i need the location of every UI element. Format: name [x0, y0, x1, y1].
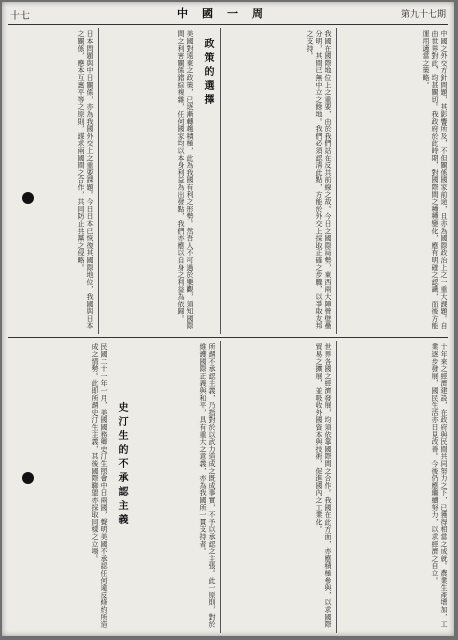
article-column: 日本問題與中日關係，亦為我國外交上之重要課題。今日日本已恢復其國際地位，我國與日本之關係，應本互惠平等之原則，謀求兩國間之合作，共同防止共黨之侵略。: [77, 30, 94, 330]
article-column: 我國在國際地位上之重要，由於我們站在反共前線之故。今日之國際局勢，東西兩大陣營壁壘分明，其間已無中立之餘地。我們必須認清此點，方能於外交上採取正確之步驟，以爭取友邦之支持。: [306, 30, 332, 330]
newspaper-page: [2, 2, 454, 636]
article-column: 十年來之經濟建設，在政府與民間共同努力之下，已獲得相當之成就。農業生產增加，工業逐步發展，國民生活亦日見改善。今後仍應繼續努力，以求經濟之自立。: [431, 343, 448, 628]
page-number: 十七: [10, 11, 30, 22]
column-divider: [220, 28, 221, 334]
issue-number: 第九十七期: [400, 10, 446, 20]
article-column: 民國二十一年一月，美國國務卿史汀生照會中日兩國，聲明美國不承認任何違反條約所造成之情勢。此即所謂史汀生主義，其後國際聯盟亦採取同樣之立場。: [91, 343, 108, 628]
article-title: 史汀生的不承認主義: [116, 402, 127, 528]
article-column: 中國之外交方針問題，其影響所及，不但關係國家前途，且亦為國際政治上之一重大課題。自由世界對此，均甚關切。我政府於此時期，對國際間之種種變化，應有明確之認識，而後方能運用適當之策略。: [422, 30, 448, 330]
article-column: 世界各國之經濟發展，均須依靠國際間之合作。我國在此方面，亦應積極參與，以求國際貿易之擴展，並吸收外國資本與技術，促進國內之工業化。: [315, 343, 332, 628]
column-divider: [98, 28, 99, 334]
header-rule: [8, 24, 448, 25]
publication-title: 中國一周: [177, 7, 277, 20]
section-rule: [8, 337, 448, 338]
binding-hole: [22, 192, 34, 204]
column-divider: [336, 341, 337, 633]
article-title: 政策的選擇: [202, 38, 213, 108]
column-divider: [220, 341, 221, 633]
article-column: 所謂不承認主義，乃指對於以武力造成之既成事實，不予以承認之主張。此一原則，對於維護國際正義與和平，具有重大之意義，亦為我國所一貫支持者。: [199, 343, 216, 628]
column-divider: [336, 28, 337, 334]
binding-hole: [22, 472, 34, 484]
article-column: 美國對遠東之政策，已逐漸轉趨積極，此為我國有利之形勢。然吾人不可過於樂觀，須知國際間之利害關係錯綜複雜，任何國家均以本身利益為出發點，我們亦應以自身之利益為依歸。: [177, 30, 194, 330]
page-header: [2, 2, 454, 24]
